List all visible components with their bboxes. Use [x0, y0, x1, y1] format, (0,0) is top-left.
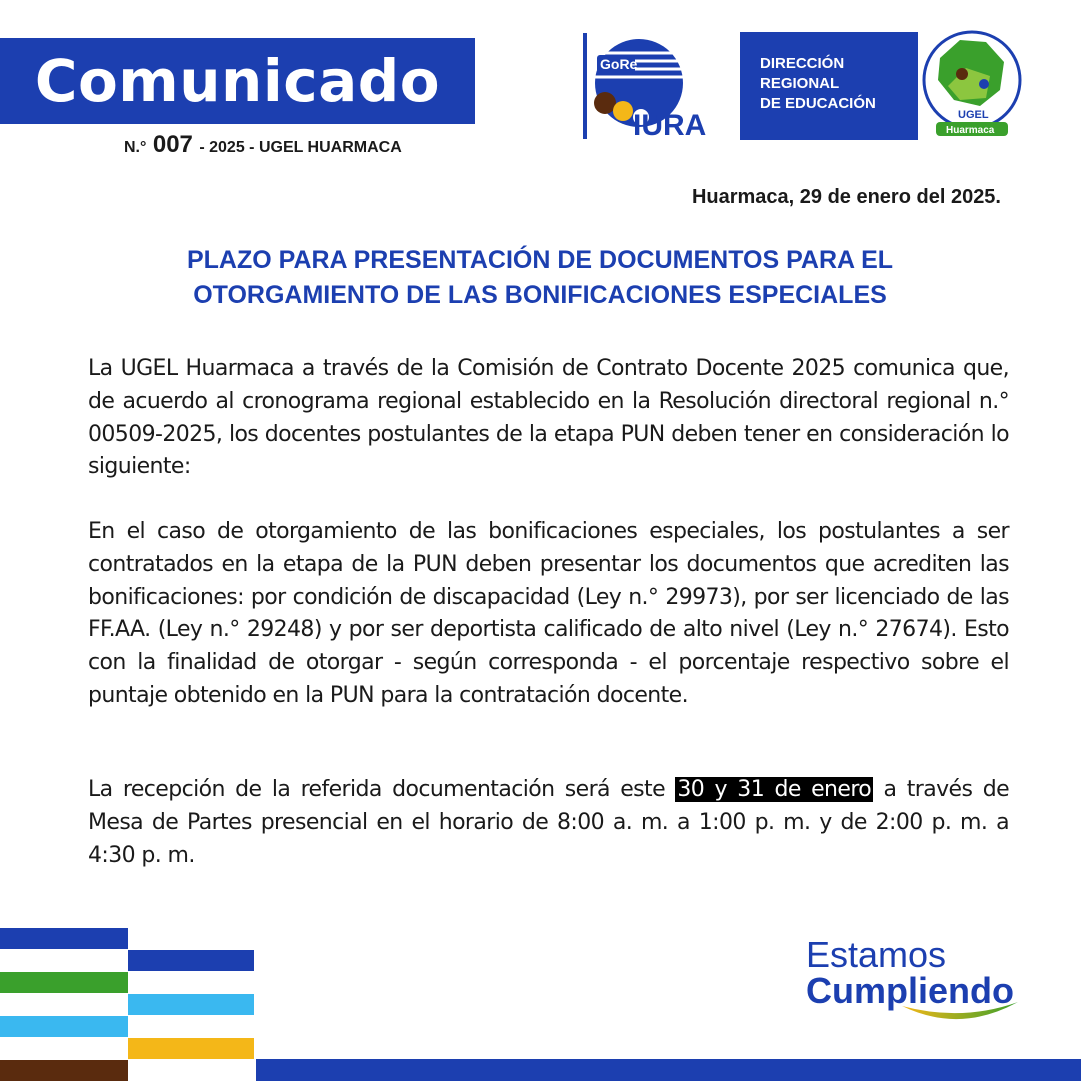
direccion-line-3: DE EDUCACIÓN [760, 95, 876, 112]
heading-line-2: OTORGAMIENTO DE LAS BONIFICACIONES ESPECIALES [193, 281, 887, 309]
ugel-banner-text: Huarmaca [946, 125, 995, 136]
logo-divider [583, 33, 587, 139]
paragraph-3-start: La recepción de la referida documentación será este [88, 777, 676, 802]
stripe-blue-left [0, 928, 128, 949]
stripe-green [0, 972, 128, 993]
slogan-line-1: Estamos [806, 934, 947, 975]
ugel-figure-2 [979, 79, 989, 89]
heading-line-1: PLAZO PARA PRESENTACIÓN DE DOCUMENTOS PARA EL [186, 246, 894, 274]
number-value: 007 [152, 131, 193, 158]
direccion-line-2: REGIONAL [760, 75, 840, 92]
document-heading [90, 243, 990, 313]
gore-big-label: IURA [633, 109, 707, 139]
decorative-stripes [0, 928, 256, 1081]
stripe-lightblue-left [0, 1016, 128, 1037]
ugel-huarmaca-logo [920, 28, 1024, 140]
bottom-bar [256, 1059, 1081, 1081]
document-number [124, 131, 402, 159]
gore-piura-logo [583, 33, 735, 139]
highlighted-dates: 30 y 31 de enero [677, 777, 872, 802]
logo-brown-dot [594, 92, 616, 114]
direccion-regional-box [740, 32, 918, 140]
direccion-line-1: DIRECCIÓN [760, 55, 845, 72]
slogan-swoosh [900, 1000, 1020, 1030]
page-title: Comunicado [34, 47, 441, 115]
slogan-line-2: Cumpliendo [806, 970, 1014, 1011]
stripe-lightblue-right [128, 994, 254, 1015]
stripe-blue-right [128, 950, 254, 971]
paragraph-3 [88, 774, 1009, 872]
number-suffix: - 2025 - UGEL HUARMACA [199, 139, 402, 156]
ugel-label: UGEL [958, 109, 989, 121]
ugel-figure-1 [956, 68, 968, 80]
date-line: Huarmaca, 29 de enero del 2025. [691, 186, 1001, 208]
comunicado-title-box [0, 38, 475, 124]
stripe-yellow [128, 1038, 254, 1059]
number-prefix: N.° [124, 139, 147, 156]
paragraph-3-end: a través de Mesa de Partes presencial en el horario de 8:00 a. m. a 1:00 p. m. y de 2:00 p. m. a 4:30 p. m. [88, 777, 1010, 868]
stripe-brown [0, 1060, 128, 1081]
gore-label: GoRe [600, 56, 638, 72]
paragraph-2: En el caso de otorgamiento de las bonificaciones especiales, los postulantes a ser contratados en la etapa de la PUN deben presentar los documentos que acrediten las bonificaciones: por condición de discapacidad (Ley n.° 29973), por ser licenciado de las FF.AA. (Ley n.° 29248) y por ser deportista calificado de alto nivel (Ley n.° 27674). Esto con la finalidad de otorgar - según corresponda - el porcentaje respectivo sobre el puntaje obtenido en la PUN para la contratación docente. [88, 519, 1009, 708]
paragraph-1: La UGEL Huarmaca a través de la Comisión de Contrato Docente 2025 comunica que, de acuerdo al cronograma regional establecido en la Resolución directoral regional n.° 00509-2025, los docentes postulantes de la etapa PUN deben tener en consideración lo siguiente: [88, 356, 1009, 480]
logo-yellow-dot [613, 101, 633, 121]
slogan [806, 934, 1036, 1011]
